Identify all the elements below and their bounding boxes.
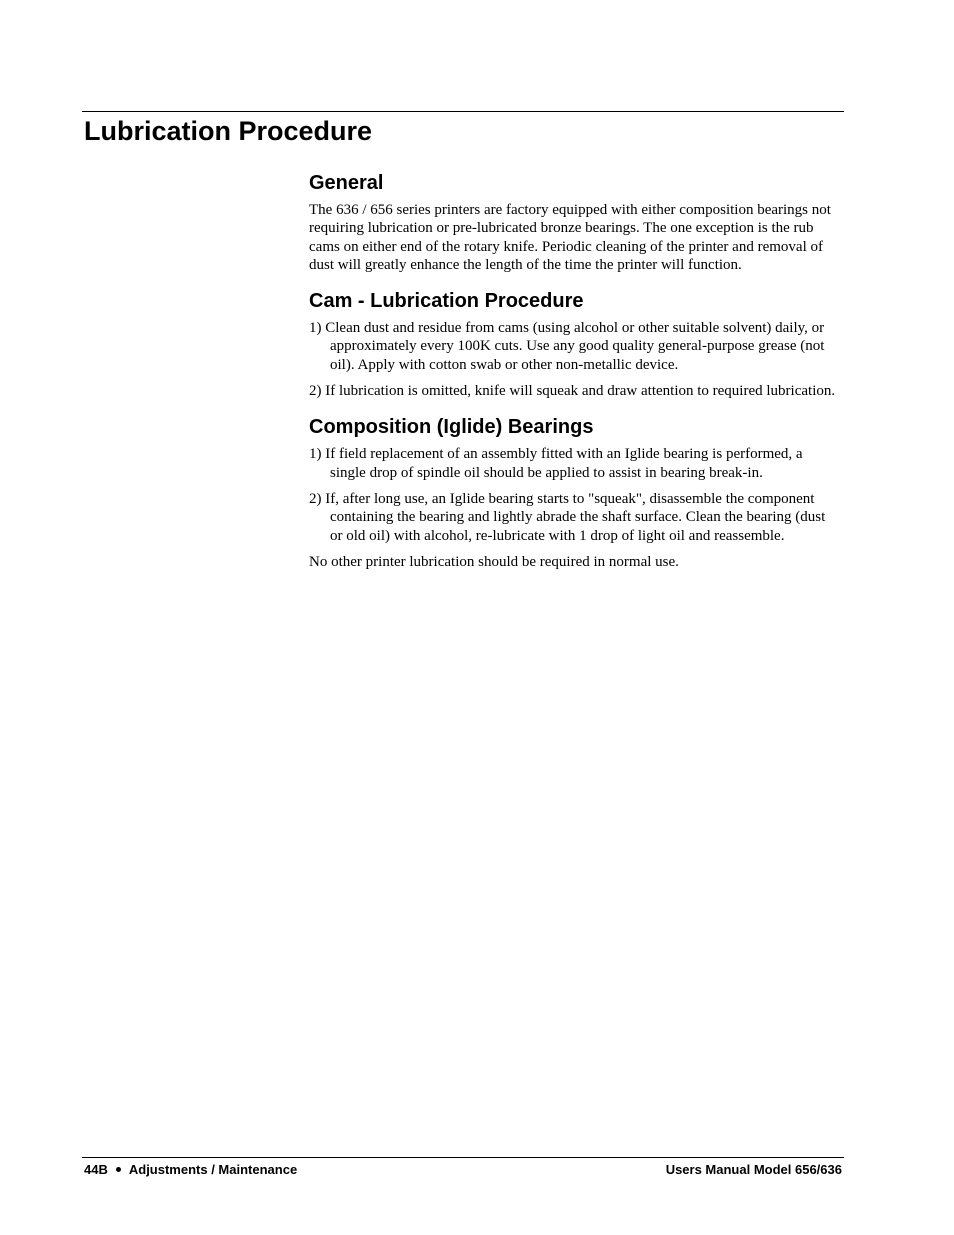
- manual-title: Users Manual Model 656/636: [665, 1162, 842, 1177]
- section-paragraph: The 636 / 656 series printers are factory equipped with either composition bearings not requiring lubrication or pre-lubricated bronze bearings. The one exception is the rub cams on either end of the rotary knife. Periodic cleaning of the printer and removal of dust will greatly enhance the length of the time the printer will function.: [309, 202, 831, 273]
- section-heading: Composition (Iglide) Bearings: [309, 416, 594, 439]
- section-general: [309, 169, 841, 274]
- list-item: 2) If lubrication is omitted, knife will squeak and draw attention to required lubrication.: [309, 383, 836, 400]
- section-name: Adjustments / Maintenance: [128, 1162, 298, 1177]
- main-content: [309, 169, 841, 584]
- footer-left: [84, 1162, 297, 1178]
- section-composition-bearings: [309, 413, 841, 571]
- section-heading: General: [309, 172, 384, 194]
- page-title: Lubrication Procedure: [84, 116, 373, 146]
- footer-rule: [82, 1157, 844, 1158]
- header-rule: [82, 111, 844, 112]
- page-number: 44B: [84, 1162, 108, 1177]
- section-heading: Cam - Lubrication Procedure: [309, 290, 584, 313]
- section-cam-lubrication: [309, 287, 841, 400]
- list-item: 2) If, after long use, an Iglide bearing starts to "squeak", disassemble the component containing the bearing and lightly abrade the shaft surface. Clean the bearing (dust or old oil) with alcohol, re-lubricate with 1 drop of light oil and reassemble.: [309, 490, 826, 544]
- closing-paragraph: No other printer lubrication should be required in normal use.: [309, 553, 679, 570]
- bullet-icon: [116, 1167, 121, 1172]
- list-item: 1) If field replacement of an assembly fitted with an Iglide bearing is performed, a single drop of spindle oil should be applied to assist in bearing break-in.: [309, 446, 803, 481]
- list-item: 1) Clean dust and residue from cams (using alcohol or other suitable solvent) daily, or approximately every 100K cuts. Use any good quality general-purpose grease (not oil). Apply with cotton swab or other non-metallic device.: [309, 320, 825, 373]
